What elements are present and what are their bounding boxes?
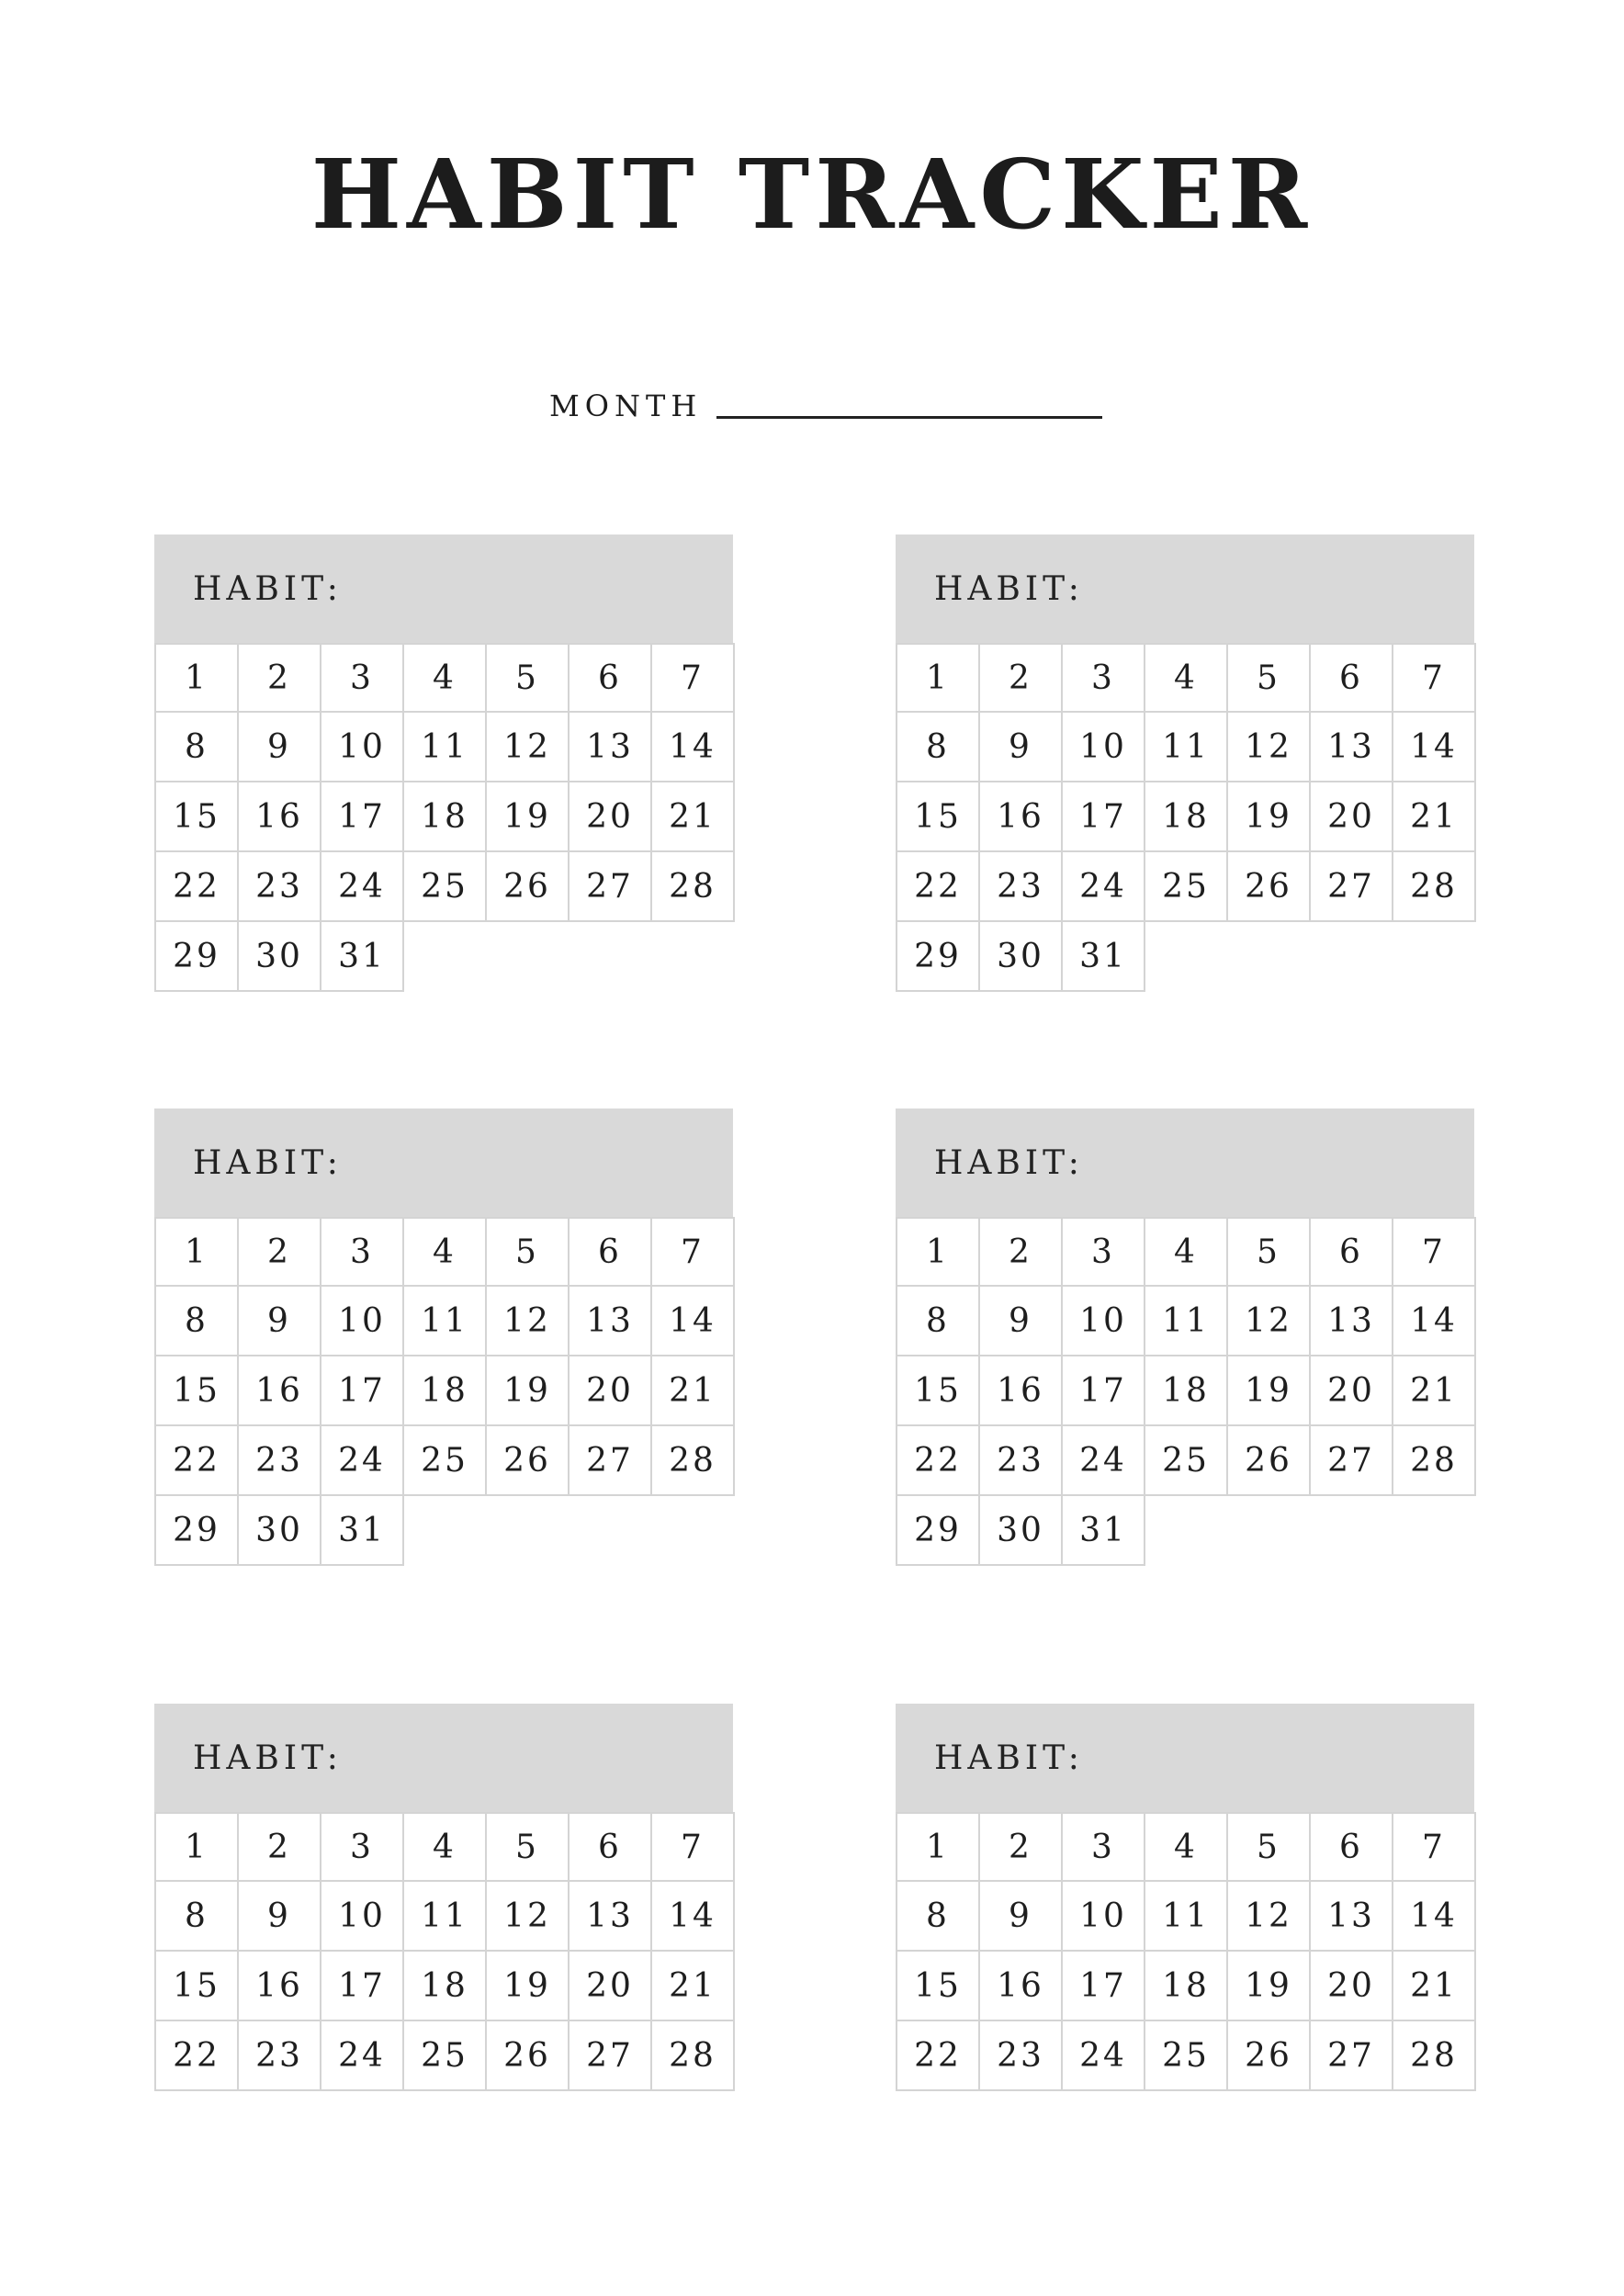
day-cell[interactable]: 28 [652, 1426, 735, 1496]
day-cell[interactable]: 9 [980, 713, 1063, 782]
day-cell[interactable]: 31 [321, 1496, 404, 1566]
day-cell[interactable]: 23 [239, 2021, 321, 2091]
habit-header[interactable] [896, 535, 1474, 643]
day-cell[interactable]: 20 [570, 1952, 652, 2021]
habit-card-1 [154, 535, 733, 992]
day-cell[interactable]: 27 [570, 1426, 652, 1496]
day-cell[interactable]: 22 [897, 1426, 980, 1496]
day-cell[interactable]: 29 [897, 1496, 980, 1566]
day-cell[interactable]: 14 [1393, 713, 1476, 782]
day-cell[interactable]: 23 [239, 1426, 321, 1496]
day-cell[interactable]: 17 [321, 1952, 404, 2021]
day-cell[interactable]: 6 [1311, 1812, 1393, 1882]
day-cell[interactable]: 3 [321, 1217, 404, 1287]
day-cell[interactable]: 7 [652, 1812, 735, 1882]
day-cell[interactable]: 7 [652, 643, 735, 713]
day-cell[interactable]: 18 [1145, 1356, 1228, 1426]
habit-card-5 [154, 1704, 733, 2091]
day-cell[interactable]: 12 [1228, 1287, 1311, 1356]
month-row [549, 378, 1102, 424]
day-cell[interactable]: 19 [487, 782, 570, 852]
habit-days-grid [896, 1812, 1474, 2091]
day-cell[interactable]: 24 [1063, 852, 1145, 922]
day-cell[interactable]: 3 [321, 1812, 404, 1882]
habit-days-grid [154, 643, 733, 992]
habit-header-label: HABIT: [934, 1143, 1084, 1182]
day-cell[interactable]: 13 [1311, 713, 1393, 782]
day-cell[interactable]: 4 [1145, 1812, 1228, 1882]
day-cell[interactable]: 13 [1311, 1882, 1393, 1952]
day-cell[interactable]: 24 [321, 852, 404, 922]
day-cell[interactable]: 15 [897, 1952, 980, 2021]
day-cell[interactable]: 3 [1063, 643, 1145, 713]
day-cell[interactable]: 23 [980, 1426, 1063, 1496]
habit-header[interactable] [896, 1109, 1474, 1217]
day-cell[interactable]: 21 [1393, 782, 1476, 852]
day-cell[interactable]: 13 [1311, 1287, 1393, 1356]
day-cell[interactable]: 28 [652, 2021, 735, 2091]
day-cell[interactable]: 26 [487, 852, 570, 922]
day-cell[interactable]: 9 [239, 1882, 321, 1952]
day-cell[interactable]: 26 [1228, 2021, 1311, 2091]
day-cell[interactable]: 28 [1393, 852, 1476, 922]
habit-days-grid [896, 643, 1474, 992]
day-cell[interactable]: 14 [652, 713, 735, 782]
day-cell[interactable]: 4 [404, 643, 487, 713]
day-cell[interactable]: 16 [980, 1356, 1063, 1426]
day-cell[interactable]: 8 [897, 1287, 980, 1356]
day-cell[interactable]: 21 [652, 782, 735, 852]
day-cell[interactable]: 30 [980, 1496, 1063, 1566]
day-cell[interactable]: 29 [156, 922, 239, 992]
day-cell[interactable]: 6 [570, 1217, 652, 1287]
habit-header[interactable] [154, 1109, 733, 1217]
day-cell[interactable]: 2 [239, 643, 321, 713]
day-cell[interactable]: 12 [487, 1287, 570, 1356]
day-cell[interactable]: 9 [239, 713, 321, 782]
day-cell[interactable]: 10 [321, 713, 404, 782]
day-cell[interactable]: 9 [980, 1882, 1063, 1952]
day-cell[interactable]: 12 [1228, 1882, 1311, 1952]
day-cell[interactable]: 20 [570, 1356, 652, 1426]
day-cell[interactable]: 27 [570, 852, 652, 922]
day-cell[interactable]: 25 [1145, 1426, 1228, 1496]
day-cell[interactable]: 14 [1393, 1882, 1476, 1952]
day-cell[interactable]: 27 [1311, 852, 1393, 922]
day-cell[interactable]: 25 [1145, 2021, 1228, 2091]
day-cell[interactable]: 20 [1311, 1356, 1393, 1426]
day-cell[interactable]: 5 [487, 1217, 570, 1287]
day-cell[interactable]: 23 [980, 2021, 1063, 2091]
day-cell[interactable]: 13 [570, 713, 652, 782]
day-cell[interactable]: 26 [1228, 852, 1311, 922]
day-cell[interactable]: 11 [1145, 713, 1228, 782]
habit-header[interactable] [896, 1704, 1474, 1812]
day-cell[interactable]: 27 [1311, 2021, 1393, 2091]
day-cell[interactable]: 29 [897, 922, 980, 992]
month-input-line[interactable] [716, 416, 1102, 419]
day-cell[interactable]: 11 [1145, 1287, 1228, 1356]
habit-header[interactable] [154, 1704, 733, 1812]
day-cell[interactable]: 19 [487, 1356, 570, 1426]
day-cell[interactable]: 13 [570, 1287, 652, 1356]
day-cell[interactable]: 7 [652, 1217, 735, 1287]
habit-header-label: HABIT: [193, 1739, 343, 1777]
day-cell[interactable]: 1 [897, 1217, 980, 1287]
day-cell[interactable]: 6 [570, 643, 652, 713]
day-cell[interactable]: 25 [404, 852, 487, 922]
day-cell[interactable]: 7 [1393, 1812, 1476, 1882]
day-cell[interactable]: 15 [156, 1356, 239, 1426]
day-cell[interactable]: 24 [1063, 1426, 1145, 1496]
day-cell[interactable]: 27 [1311, 1426, 1393, 1496]
day-cell[interactable]: 1 [897, 643, 980, 713]
day-cell[interactable]: 4 [404, 1217, 487, 1287]
day-cell[interactable]: 5 [487, 643, 570, 713]
day-cell[interactable]: 22 [897, 852, 980, 922]
day-cell[interactable]: 8 [156, 1287, 239, 1356]
habit-header-label: HABIT: [193, 1143, 343, 1182]
day-cell[interactable]: 15 [897, 782, 980, 852]
day-cell[interactable]: 22 [156, 2021, 239, 2091]
habit-days-grid [896, 1217, 1474, 1566]
day-cell[interactable]: 14 [1393, 1287, 1476, 1356]
day-cell[interactable]: 31 [1063, 1496, 1145, 1566]
day-cell[interactable]: 4 [1145, 1217, 1228, 1287]
day-cell[interactable]: 16 [980, 1952, 1063, 2021]
day-cell[interactable]: 3 [1063, 1217, 1145, 1287]
day-cell[interactable]: 22 [156, 852, 239, 922]
habit-header-label: HABIT: [934, 569, 1084, 608]
day-cell[interactable]: 1 [156, 643, 239, 713]
day-cell[interactable]: 5 [1228, 643, 1311, 713]
day-cell[interactable]: 10 [321, 1882, 404, 1952]
day-cell[interactable]: 22 [897, 2021, 980, 2091]
day-cell[interactable]: 5 [1228, 1217, 1311, 1287]
day-cell[interactable]: 17 [321, 782, 404, 852]
day-cell[interactable]: 8 [156, 713, 239, 782]
day-cell[interactable]: 14 [652, 1287, 735, 1356]
day-cell[interactable]: 2 [980, 643, 1063, 713]
day-cell[interactable]: 17 [1063, 782, 1145, 852]
day-cell[interactable]: 1 [897, 1812, 980, 1882]
day-cell[interactable]: 29 [156, 1496, 239, 1566]
day-cell[interactable]: 20 [570, 782, 652, 852]
day-cell[interactable]: 28 [1393, 2021, 1476, 2091]
day-cell[interactable]: 19 [1228, 782, 1311, 852]
day-cell[interactable]: 31 [1063, 922, 1145, 992]
day-cell[interactable]: 5 [487, 1812, 570, 1882]
day-cell[interactable]: 25 [1145, 852, 1228, 922]
day-cell[interactable]: 26 [1228, 1426, 1311, 1496]
day-cell[interactable]: 5 [1228, 1812, 1311, 1882]
day-cell[interactable]: 24 [1063, 2021, 1145, 2091]
day-cell[interactable]: 19 [1228, 1356, 1311, 1426]
day-cell[interactable]: 18 [1145, 1952, 1228, 2021]
day-cell[interactable]: 10 [321, 1287, 404, 1356]
page-title: HABIT TRACKER [310, 138, 1314, 251]
day-cell[interactable]: 17 [1063, 1356, 1145, 1426]
day-cell[interactable]: 8 [897, 1882, 980, 1952]
day-cell[interactable]: 28 [652, 852, 735, 922]
day-cell[interactable]: 30 [239, 922, 321, 992]
day-cell[interactable]: 18 [404, 1356, 487, 1426]
day-cell[interactable]: 21 [652, 1356, 735, 1426]
day-cell[interactable]: 14 [652, 1882, 735, 1952]
day-cell[interactable]: 17 [1063, 1952, 1145, 2021]
day-cell[interactable]: 12 [1228, 713, 1311, 782]
month-label: MONTH [549, 388, 703, 423]
day-cell[interactable]: 16 [239, 1356, 321, 1426]
day-cell[interactable]: 16 [980, 782, 1063, 852]
habit-header-label: HABIT: [193, 569, 343, 608]
day-cell[interactable]: 3 [1063, 1812, 1145, 1882]
day-cell[interactable]: 16 [239, 782, 321, 852]
habit-card-3 [154, 1109, 733, 1566]
day-cell[interactable]: 12 [487, 713, 570, 782]
day-cell[interactable]: 4 [1145, 643, 1228, 713]
day-cell[interactable]: 21 [1393, 1952, 1476, 2021]
day-cell[interactable]: 26 [487, 2021, 570, 2091]
habit-card-4 [896, 1109, 1474, 1566]
day-cell[interactable]: 7 [1393, 643, 1476, 713]
day-cell[interactable]: 18 [404, 1952, 487, 2021]
day-cell[interactable]: 20 [1311, 782, 1393, 852]
habit-header-label: HABIT: [934, 1739, 1084, 1777]
day-cell[interactable]: 10 [1063, 1882, 1145, 1952]
day-cell[interactable]: 8 [156, 1882, 239, 1952]
day-cell[interactable]: 22 [156, 1426, 239, 1496]
day-cell[interactable]: 31 [321, 922, 404, 992]
day-cell[interactable]: 11 [404, 713, 487, 782]
habit-card-2 [896, 535, 1474, 992]
day-cell[interactable]: 7 [1393, 1217, 1476, 1287]
day-cell[interactable]: 1 [156, 1217, 239, 1287]
habit-card-6 [896, 1704, 1474, 2091]
day-cell[interactable]: 11 [404, 1882, 487, 1952]
day-cell[interactable]: 10 [1063, 1287, 1145, 1356]
day-cell[interactable]: 6 [1311, 1217, 1393, 1287]
day-cell[interactable]: 9 [239, 1287, 321, 1356]
day-cell[interactable]: 21 [652, 1952, 735, 2021]
day-cell[interactable]: 19 [1228, 1952, 1311, 2021]
day-cell[interactable]: 2 [980, 1812, 1063, 1882]
habit-header[interactable] [154, 535, 733, 643]
day-cell[interactable]: 15 [897, 1356, 980, 1426]
day-cell[interactable]: 11 [1145, 1882, 1228, 1952]
day-cell[interactable]: 24 [321, 2021, 404, 2091]
day-cell[interactable]: 13 [570, 1882, 652, 1952]
day-cell[interactable]: 19 [487, 1952, 570, 2021]
day-cell[interactable]: 23 [980, 852, 1063, 922]
day-cell[interactable]: 15 [156, 782, 239, 852]
day-cell[interactable]: 12 [487, 1882, 570, 1952]
day-cell[interactable]: 18 [404, 782, 487, 852]
day-cell[interactable]: 15 [156, 1952, 239, 2021]
day-cell[interactable]: 18 [1145, 782, 1228, 852]
day-cell[interactable]: 24 [321, 1426, 404, 1496]
day-cell[interactable]: 23 [239, 852, 321, 922]
day-cell[interactable]: 4 [404, 1812, 487, 1882]
day-cell[interactable]: 10 [1063, 713, 1145, 782]
day-cell[interactable]: 6 [570, 1812, 652, 1882]
day-cell[interactable]: 25 [404, 1426, 487, 1496]
day-cell[interactable]: 2 [239, 1217, 321, 1287]
day-cell[interactable]: 17 [321, 1356, 404, 1426]
day-cell[interactable]: 2 [239, 1812, 321, 1882]
day-cell[interactable]: 20 [1311, 1952, 1393, 2021]
day-cell[interactable]: 21 [1393, 1356, 1476, 1426]
day-cell[interactable]: 30 [239, 1496, 321, 1566]
day-cell[interactable]: 9 [980, 1287, 1063, 1356]
day-cell[interactable]: 8 [897, 713, 980, 782]
habit-days-grid [154, 1812, 733, 2091]
day-cell[interactable]: 25 [404, 2021, 487, 2091]
day-cell[interactable]: 1 [156, 1812, 239, 1882]
habit-days-grid [154, 1217, 733, 1566]
day-cell[interactable]: 27 [570, 2021, 652, 2091]
day-cell[interactable]: 6 [1311, 643, 1393, 713]
day-cell[interactable]: 16 [239, 1952, 321, 2021]
day-cell[interactable]: 3 [321, 643, 404, 713]
day-cell[interactable]: 26 [487, 1426, 570, 1496]
day-cell[interactable]: 28 [1393, 1426, 1476, 1496]
day-cell[interactable]: 2 [980, 1217, 1063, 1287]
day-cell[interactable]: 11 [404, 1287, 487, 1356]
day-cell[interactable]: 30 [980, 922, 1063, 992]
